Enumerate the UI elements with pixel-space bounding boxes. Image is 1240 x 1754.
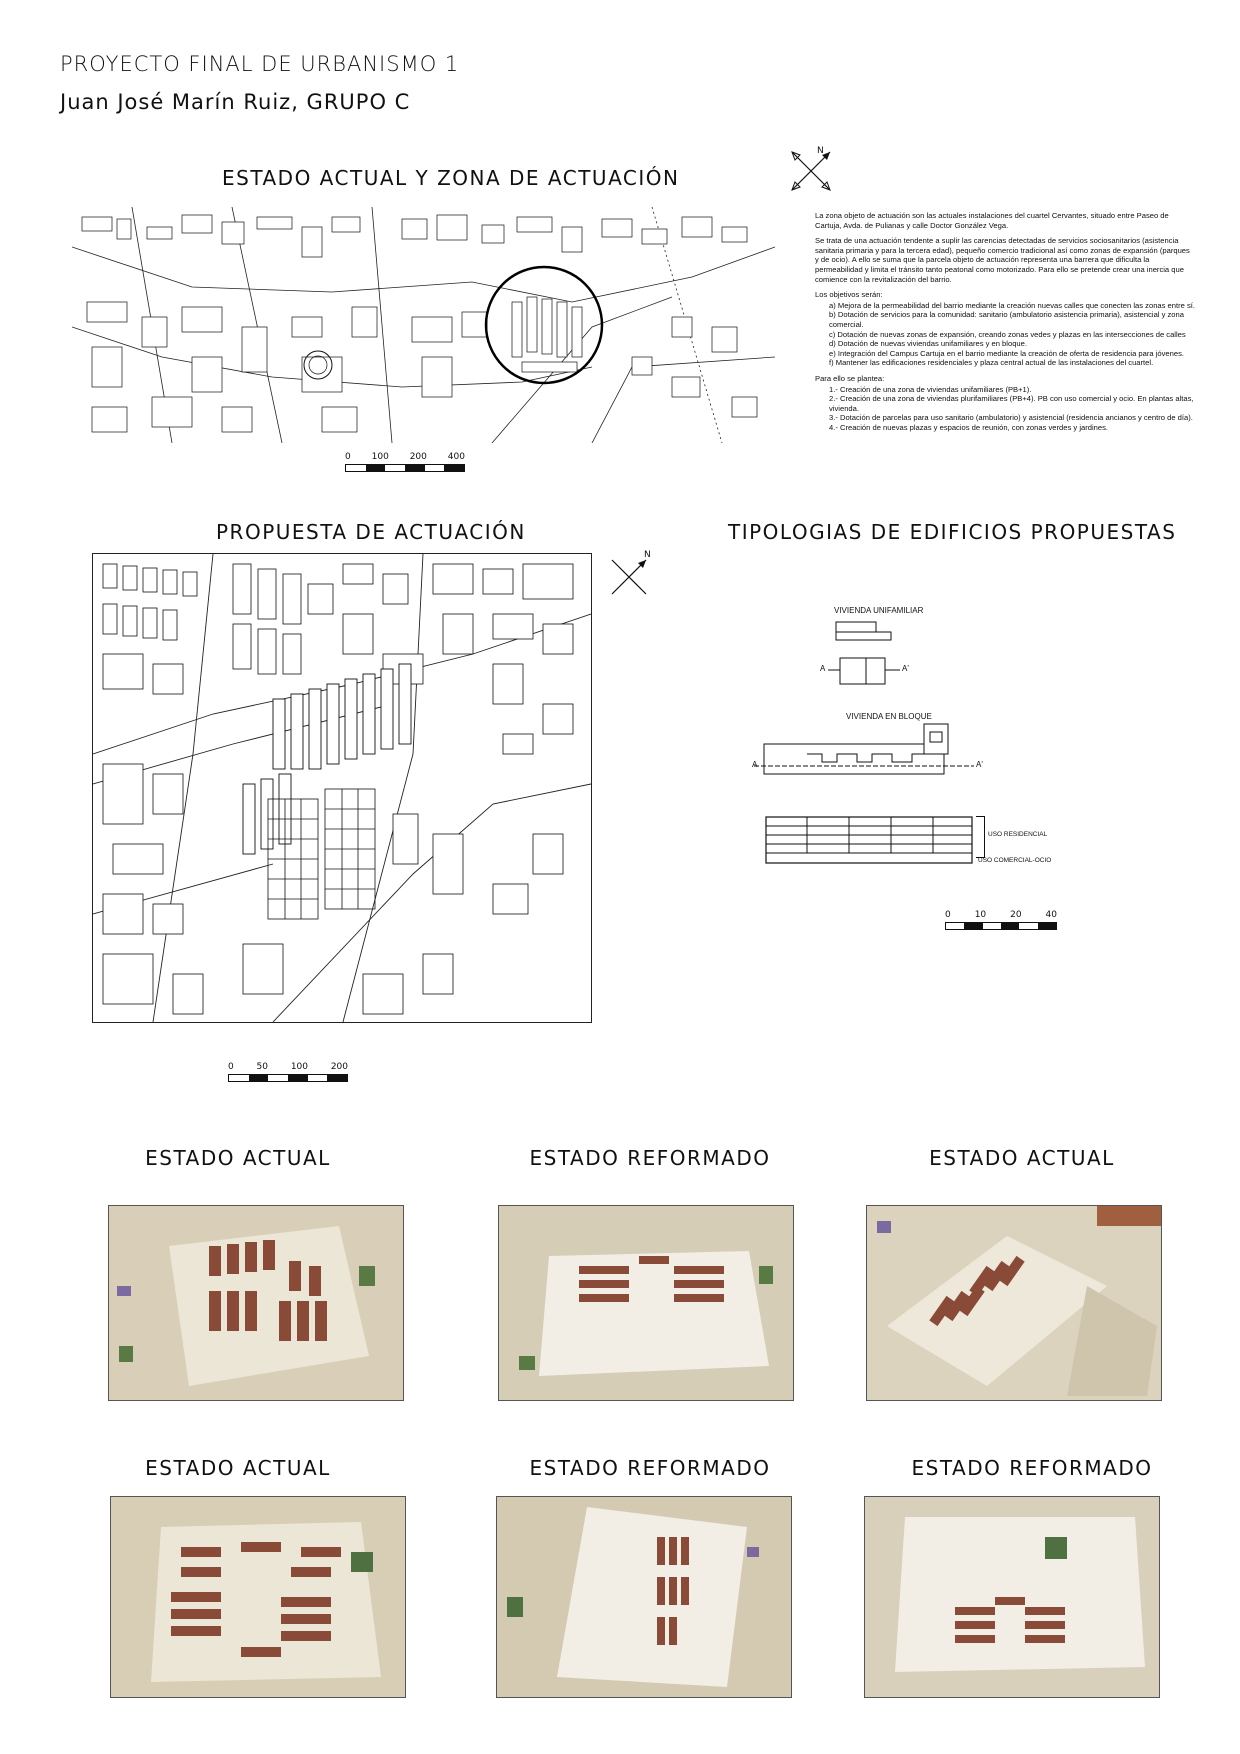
scale-label: 200 <box>409 452 427 462</box>
objective-item: f) Mantener las edificaciones residenciales y plaza central actual de las instalaciones del cuartel. <box>829 358 1154 368</box>
photo-caption: ESTADO ACTUAL <box>145 1146 331 1170</box>
photo-caption: ESTADO REFORMADO <box>529 1456 771 1480</box>
model-photo <box>496 1496 792 1698</box>
project-description <box>815 211 1195 438</box>
photo-caption: ESTADO REFORMADO <box>529 1146 771 1170</box>
label-bloque: VIVIENDA EN BLOQUE <box>846 712 932 721</box>
objective-item: d) Dotación de nuevas viviendas unifamiliares y en bloque. <box>829 339 1027 349</box>
objective-item: a) Mejora de la permeabilidad del barrio mediante la creación nuevas calles que conecten las zonas entre sí. <box>829 300 1195 310</box>
proposal-map <box>92 553 592 1023</box>
photo-caption: ESTADO ACTUAL <box>145 1456 331 1480</box>
author-line: Juan José Marín Ruiz, GRUPO C <box>60 90 411 114</box>
model-photo <box>866 1205 1162 1401</box>
bloque-plan-drawing <box>752 722 992 790</box>
model-photo <box>864 1496 1160 1698</box>
description-paragraph: Se trata de una actuación tendente a suplir las carencias detectadas de servicios sociosanitarios (asistencia sanitaria primaria y para la tercera edad), pequeño comercio tradicional así como zonas de expansión (parques y de ocio). A ello se suma que la parcela objeto de actuación representa una barrera que dificulta la permeabilidad y limita el tránsito tanto peatonal como motorizado. Para ello se pretende crear una inercia que comience con la revitalización del barrio. <box>815 236 1190 284</box>
model-photo <box>498 1205 794 1401</box>
objective-item: c) Dotación de nuevas zonas de expansión, creando zonas vedes y plazas en las intersecciones de calles <box>829 329 1186 339</box>
scale-label: 20 <box>1010 910 1022 920</box>
bloque-section-drawing <box>765 816 975 866</box>
section-mark-a: A <box>820 664 826 673</box>
model-photo <box>110 1496 406 1698</box>
page-title: PROYECTO FINAL DE URBANISMO 1 <box>60 52 460 76</box>
unifamiliar-drawing <box>822 618 922 688</box>
model-photo <box>108 1205 404 1401</box>
current-state-map <box>72 207 775 443</box>
scale-label: 40 <box>1045 910 1057 920</box>
section-mark-a2: A' <box>902 664 909 673</box>
description-paragraph: La zona objeto de actuación son las actuales instalaciones del cuartel Cervantes, situado entre Paseo de Cartuja, Avda. de Pulianas y calle Doctor González Vega. <box>815 211 1169 230</box>
scale-label: 10 <box>974 910 987 920</box>
scale-bar-3 <box>945 910 1057 930</box>
section-mark-a: A <box>752 760 758 769</box>
label-unifamiliar: VIVIENDA UNIFAMILIAR <box>834 606 924 615</box>
objective-item: b) Dotación de servicios para la comunidad: sanitario (ambulatorio asistencia primaria), asistencial y zona comercial. <box>829 310 1184 329</box>
scale-bar-1 <box>345 452 465 472</box>
scale-label: 100 <box>371 452 389 462</box>
north-arrow-icon <box>786 146 836 196</box>
north-label: N <box>644 550 651 560</box>
section-heading-tipologias: TIPOLOGIAS DE EDIFICIOS PROPUESTAS <box>728 520 1177 544</box>
residential-bracket <box>976 816 985 858</box>
scale-label: 100 <box>290 1062 308 1072</box>
section-mark-a2: A' <box>976 760 983 769</box>
scale-label: 50 <box>256 1062 268 1072</box>
north-label: N <box>817 146 824 156</box>
objectives-title: Los objetivos serán: <box>815 290 883 300</box>
scale-label: 400 <box>447 452 465 462</box>
plan-item: 1.- Creación de una zona de viviendas unifamiliares (PB+1). <box>829 384 1032 394</box>
plan-title: Para ello se plantea: <box>815 373 885 383</box>
scale-label: 200 <box>330 1062 348 1072</box>
label-uso-residencial: USO RESIDENCIAL <box>988 831 1048 838</box>
section-heading-propuesta: PROPUESTA DE ACTUACIÓN <box>216 520 526 544</box>
scale-label: 0 <box>945 910 951 920</box>
objective-item: e) Integración del Campus Cartuja en el barrio mediante la creación de oferta de residencia para jóvenes. <box>829 348 1185 358</box>
scale-bar-2 <box>228 1062 348 1082</box>
plan-item: 3.- Dotación de parcelas para uso sanitario (ambulatorio) y asistencial (residencia ancianos y centro de día). <box>829 413 1193 423</box>
north-arrow-icon <box>608 556 650 598</box>
scale-label: 0 <box>345 452 351 462</box>
scale-label: 0 <box>228 1062 234 1072</box>
section-heading-estado-actual: ESTADO ACTUAL Y ZONA DE ACTUACIÓN <box>222 166 680 190</box>
plan-item: 2.- Creación de una zona de viviendas plurifamiliares (PB+4). PB con uso comercial y ocio. En plantas altas, vivienda. <box>829 394 1194 413</box>
photo-caption: ESTADO ACTUAL <box>929 1146 1115 1170</box>
label-uso-comercial: USO COMERCIAL-OCIO <box>978 857 1052 864</box>
photo-caption: ESTADO REFORMADO <box>911 1456 1153 1480</box>
plan-item: 4.- Creación de nuevas plazas y espacios de reunión, con zonas verdes y jardines. <box>829 422 1109 432</box>
